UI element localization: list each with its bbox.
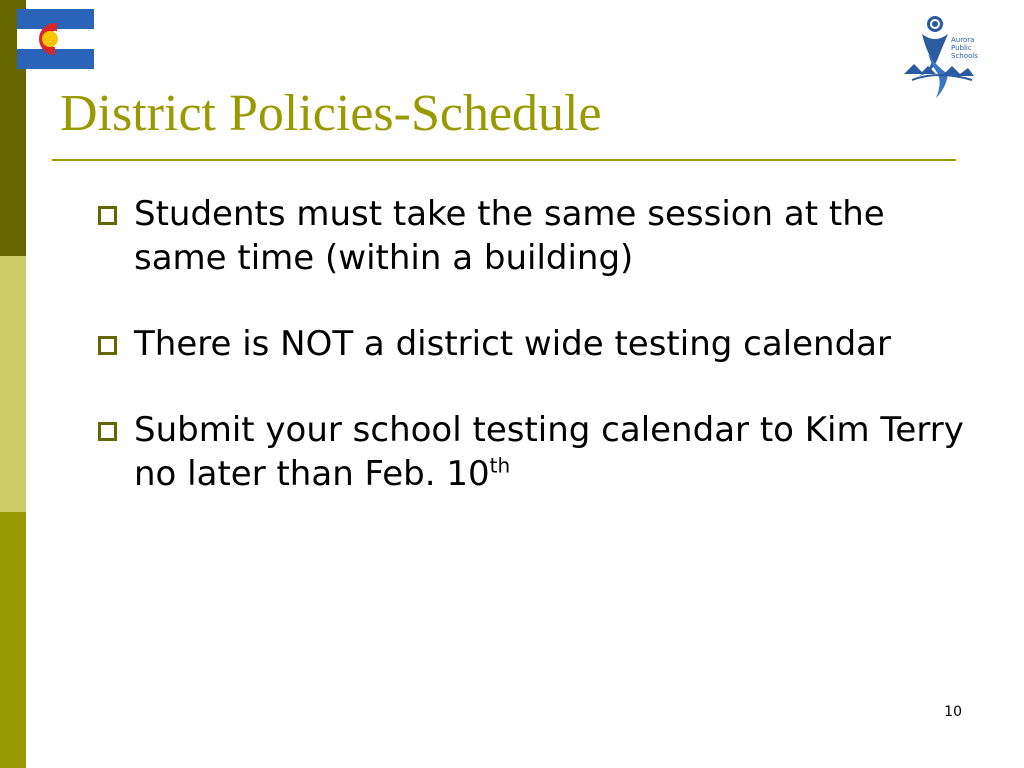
logo-text-line-3: Schools xyxy=(951,52,978,60)
bullet-list xyxy=(96,192,976,538)
bullet-text: Students must take the same session at the same time (within a building) xyxy=(134,194,885,278)
bullet-item xyxy=(96,408,976,496)
slide-title: District Policies-Schedule xyxy=(60,85,602,142)
bullet-text: There is NOT a district wide testing calendar xyxy=(134,324,891,364)
logo-text-line-1: Aurora xyxy=(951,36,975,44)
square-bullet-icon xyxy=(98,206,117,225)
square-bullet-icon xyxy=(98,336,117,355)
title-divider xyxy=(52,159,956,161)
bullet-superscript: th xyxy=(489,453,511,478)
bullet-item xyxy=(96,322,976,366)
square-bullet-icon xyxy=(98,422,117,441)
logo-text-line-2: Public xyxy=(951,44,972,52)
bullet-text: Submit your school testing calendar to Kim Terry no later than Feb. 10 xyxy=(134,410,964,494)
strip-segment-middle xyxy=(0,256,26,512)
strip-segment-bottom xyxy=(0,512,26,768)
bullet-item xyxy=(96,192,976,280)
colorado-flag-icon xyxy=(17,9,94,69)
logo-text xyxy=(951,36,978,60)
page-number: 10 xyxy=(944,704,962,720)
